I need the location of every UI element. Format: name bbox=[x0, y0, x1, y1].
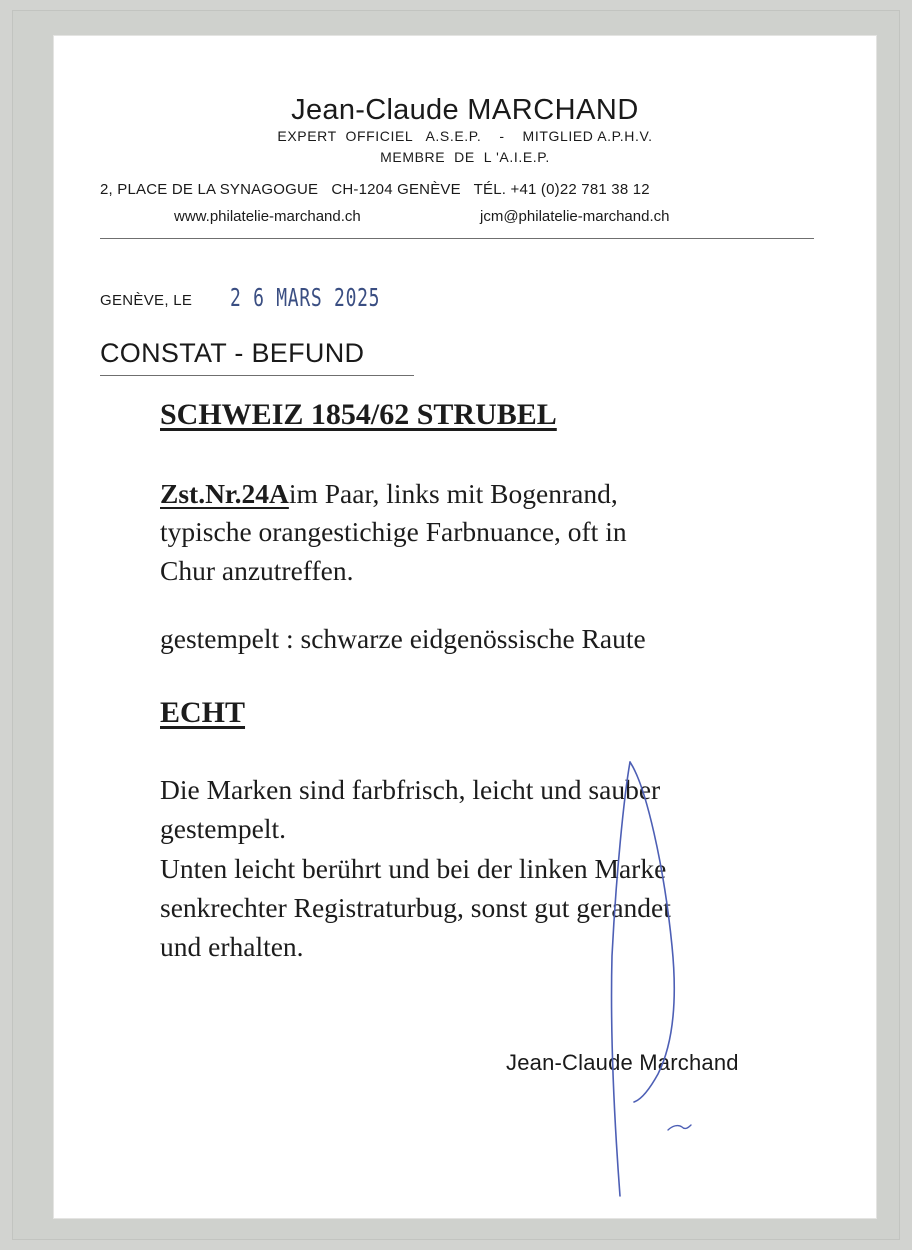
expert-name bbox=[54, 94, 876, 127]
description-line-3: Chur anzutreffen. bbox=[160, 555, 354, 586]
expert-last-name: MARCHAND bbox=[467, 94, 639, 126]
cancellation-line: gestempelt : schwarze eidgenössische Raute bbox=[160, 623, 646, 654]
address-line: 2, PLACE DE LA SYNAGOGUE CH-1204 GENÈVE TÉL. +41 (0)22 781 38 12 bbox=[100, 181, 650, 198]
email-link[interactable]: jcm@philatelie-marchand.ch bbox=[480, 208, 670, 225]
verdict: ECHT bbox=[160, 696, 246, 729]
letterhead-divider bbox=[100, 238, 814, 239]
stamp-title: SCHWEIZ 1854/62 STRUBEL bbox=[160, 398, 557, 431]
date-stamp: 2 6 MARS 2025 bbox=[230, 283, 381, 312]
expert-first-name: Jean-Claude bbox=[291, 94, 459, 126]
document-type-underline bbox=[100, 375, 414, 376]
expert-credentials: EXPERT OFFICIEL A.S.E.P. - MITGLIED A.P.H.V. bbox=[277, 128, 653, 144]
condition-line-4: senkrechter Registraturbug, sonst gut gerandet bbox=[160, 892, 671, 923]
document-type: CONSTAT - BEFUND bbox=[100, 338, 365, 368]
condition-line-5: und erhalten. bbox=[160, 931, 304, 962]
description-line-1-text: im Paar, links mit Bogenrand, bbox=[288, 478, 618, 509]
place-label: GENÈVE, LE bbox=[100, 292, 193, 309]
certificate-card bbox=[54, 36, 876, 1218]
condition-line-2: gestempelt. bbox=[160, 813, 287, 844]
condition-line-3: Unten leicht berührt und bei der linken Marke bbox=[160, 853, 667, 884]
expert-membership: MEMBRE DE L 'A.I.E.P. bbox=[380, 149, 550, 165]
signature-name: Jean-Claude Marchand bbox=[506, 1050, 739, 1075]
description-line-2: typische orangestichige Farbnuance, oft in bbox=[160, 516, 627, 547]
condition-line-1: Die Marken sind farbfrisch, leicht und sauber bbox=[160, 774, 661, 805]
website-link[interactable]: www.philatelie-marchand.ch bbox=[174, 208, 361, 225]
handwritten-signature bbox=[554, 756, 704, 1206]
catalog-number: Zst.Nr.24A bbox=[160, 478, 289, 509]
description-line-1 bbox=[160, 478, 618, 510]
